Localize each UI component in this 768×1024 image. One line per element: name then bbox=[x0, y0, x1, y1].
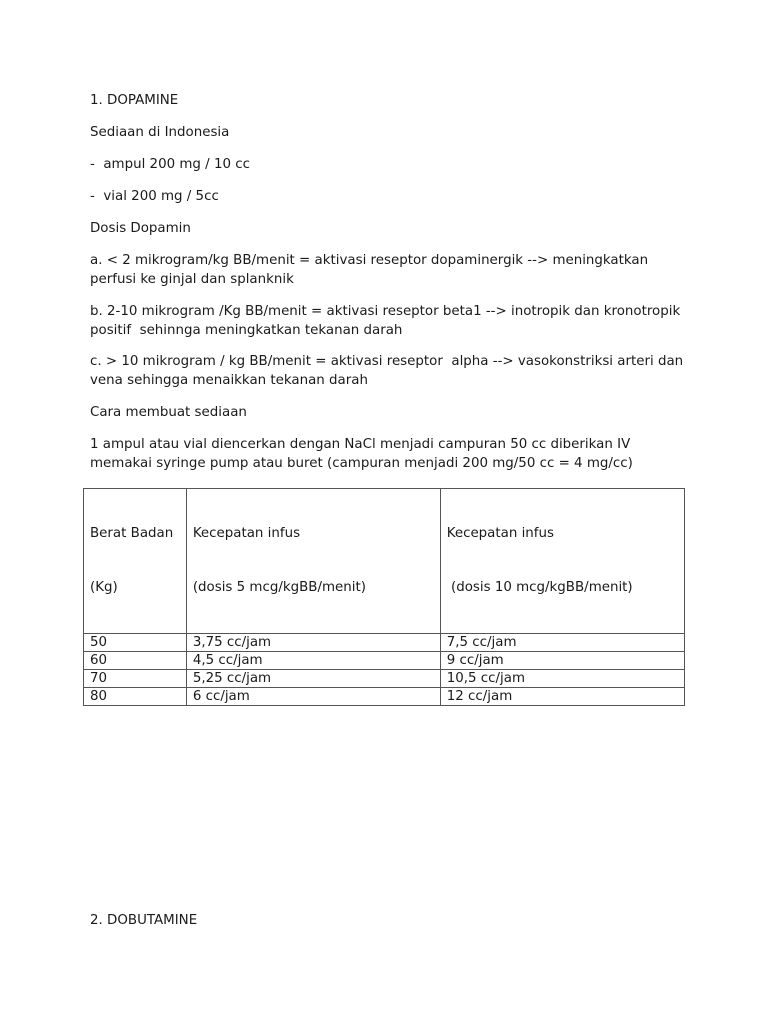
table-cell: 3,75 cc/jam bbox=[186, 634, 440, 652]
availability-title: Sediaan di Indonesia bbox=[90, 125, 230, 140]
table-header-text: (Kg) bbox=[90, 580, 118, 595]
table-header-text: Kecepatan infus bbox=[192, 526, 301, 541]
table-cell: 7,5 cc/jam bbox=[440, 634, 684, 652]
prep-text: 1 ampul atau vial diencerkan dengan NaCl menjadi campuran 50 cc diberikan IV memakai syringe pump atau buret (campuran menjadi 200 mg/50 cc = 4 mg/cc) bbox=[90, 437, 635, 471]
table-row bbox=[84, 634, 685, 652]
table-header-cell bbox=[186, 489, 440, 634]
dose-item-b: b. 2-10 mikrogram /Kg BB/menit = aktivasi reseptor beta1 --> inotropik dan kronotropik positif sehinnga meningkatkan tekanan darah bbox=[90, 304, 685, 338]
table-header-text: Berat Badan bbox=[90, 526, 174, 541]
table-row bbox=[84, 652, 685, 670]
dose-title: Dosis Dopamin bbox=[90, 221, 191, 236]
table-header-cell bbox=[440, 489, 684, 634]
table-row bbox=[84, 670, 685, 688]
availability-item-vial: - vial 200 mg / 5cc bbox=[90, 189, 219, 204]
prep-title: Cara membuat sediaan bbox=[90, 405, 247, 420]
availability-item-ampul: - ampul 200 mg / 10 cc bbox=[90, 157, 250, 172]
table-row bbox=[84, 688, 685, 706]
table-cell: 70 bbox=[84, 670, 187, 688]
infusion-rate-table bbox=[83, 488, 685, 706]
table-cell: 80 bbox=[84, 688, 187, 706]
table-cell: 5,25 cc/jam bbox=[186, 670, 440, 688]
table-cell: 9 cc/jam bbox=[440, 652, 684, 670]
section-heading-dobutamine: 2. DOBUTAMINE bbox=[90, 913, 198, 928]
table-header-cell bbox=[84, 489, 187, 634]
table-cell: 50 bbox=[84, 634, 187, 652]
table-cell: 60 bbox=[84, 652, 187, 670]
table-header-text: (dosis 5 mcg/kgBB/menit) bbox=[192, 580, 366, 595]
table-header-text: (dosis 10 mcg/kgBB/menit) bbox=[446, 580, 633, 595]
dose-item-c: c. > 10 mikrogram / kg BB/menit = aktivasi reseptor alpha --> vasokonstriksi arteri dan vena sehingga menaikkan tekanan darah bbox=[90, 354, 688, 388]
section-heading-dopamine: 1. DOPAMINE bbox=[90, 93, 179, 108]
table-header-row bbox=[84, 489, 685, 634]
table-cell: 6 cc/jam bbox=[186, 688, 440, 706]
table-header-text: Kecepatan infus bbox=[446, 526, 554, 541]
table-cell: 10,5 cc/jam bbox=[440, 670, 684, 688]
table-cell: 12 cc/jam bbox=[440, 688, 684, 706]
table-cell: 4,5 cc/jam bbox=[186, 652, 440, 670]
dose-item-a: a. < 2 mikrogram/kg BB/menit = aktivasi reseptor dopaminergik --> meningkatkan perfusi ke ginjal dan splanknik bbox=[90, 253, 653, 287]
